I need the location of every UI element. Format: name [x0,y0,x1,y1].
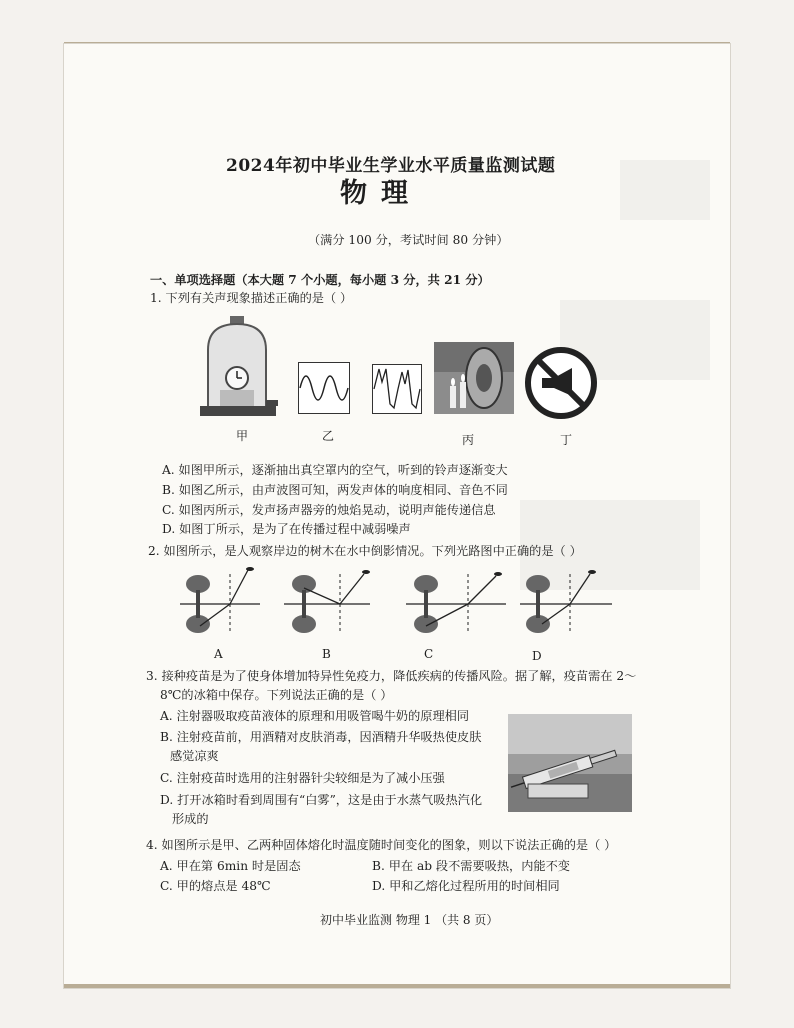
question-4-stem: 4. 如图所示是甲、乙两种固体熔化时温度随时间变化的图象，则以下说法正确的是（ ） [146,838,617,852]
fig-label-jia: 甲 [236,429,249,443]
ray-diagram-b [284,566,370,636]
option-label-c: C [424,647,434,661]
option-label-a: A [214,647,223,661]
bell-jar-icon [200,316,280,422]
q1-option-c: C. 如图丙所示，发声扬声器旁的烛焰晃动，说明声能传递信息 [162,503,496,517]
waveform-2 [372,364,422,414]
show-through [620,160,710,220]
question-3-stem-line-1: 3. 接种疫苗是为了使身体增加特异性免疫力，降低疾病的传播风险。据了解，疫苗需在 2～ [146,669,637,683]
page-footer: 初中毕业监测 物理 1 （共 8 页） [320,913,499,927]
waveform-1 [298,362,350,414]
q3-option-b: B. 注射疫苗前，用酒精对皮肤消毒，因酒精升华吸热使皮肤 [160,730,482,744]
paper-bottom-edge [64,984,730,988]
option-label-d: D [532,649,542,663]
syringe-photo [508,714,632,812]
option-label-b: B [322,647,331,661]
speaker-candle-photo [434,342,514,414]
q4-option-a: A. 甲在第 6min 时是固态 [160,859,301,873]
fig-label-bing: 丙 [462,433,475,447]
exam-title: 2024年初中毕业生学业水平质量监测试题 [226,156,556,176]
section-heading: 一、单项选择题（本大题 7 个小题，每小题 3 分，共 21 分） [150,273,490,287]
subject-title: 物理 [340,178,422,209]
q3-option-d: D. 打开冰箱时看到周围有“白雾”，这是由于水蒸气吸热汽化 [160,793,483,807]
q1-option-b: B. 如图乙所示，由声波图可知，两发声体的响度相同、音色不同 [162,483,508,497]
ray-diagram-d [520,566,612,636]
ray-diagram-c [406,566,506,636]
q4-option-c: C. 甲的熔点是 48℃ [160,879,271,893]
no-horn-icon [524,346,598,420]
question-3-stem-line-2: 8℃的冰箱中保存。下列说法正确的是（ ） [160,688,393,702]
ray-diagram-a [180,566,260,636]
fig-label-ding: 丁 [560,433,573,447]
q4-option-d: D. 甲和乙熔化过程所用的时间相同 [372,879,560,893]
q3-option-c: C. 注射疫苗时选用的注射器针尖较细是为了减小压强 [160,771,445,785]
fig-label-yi: 乙 [322,429,335,443]
q4-option-b: B. 甲在 ab 段不需要吸热，内能不变 [372,859,570,873]
q3-option-a: A. 注射器吸取疫苗液体的原理和用吸管喝牛奶的原理相同 [160,709,470,723]
q1-option-a: A. 如图甲所示，逐渐抽出真空罩内的空气，听到的铃声逐渐变大 [162,463,508,477]
q3-option-b-cont: 感觉凉爽 [170,749,219,763]
question-1-stem: 1. 下列有关声现象描述正确的是（ ） [150,291,353,305]
exam-info: （满分 100 分，考试时间 80 分钟） [308,233,509,247]
q3-option-d-cont: 形成的 [172,812,209,826]
q1-option-d: D. 如图丁所示，是为了在传播过程中减弱噪声 [162,522,411,536]
question-2-stem: 2. 如图所示，是人观察岸边的树木在水中倒影情况。下列光路图中正确的是（ ） [148,544,582,558]
